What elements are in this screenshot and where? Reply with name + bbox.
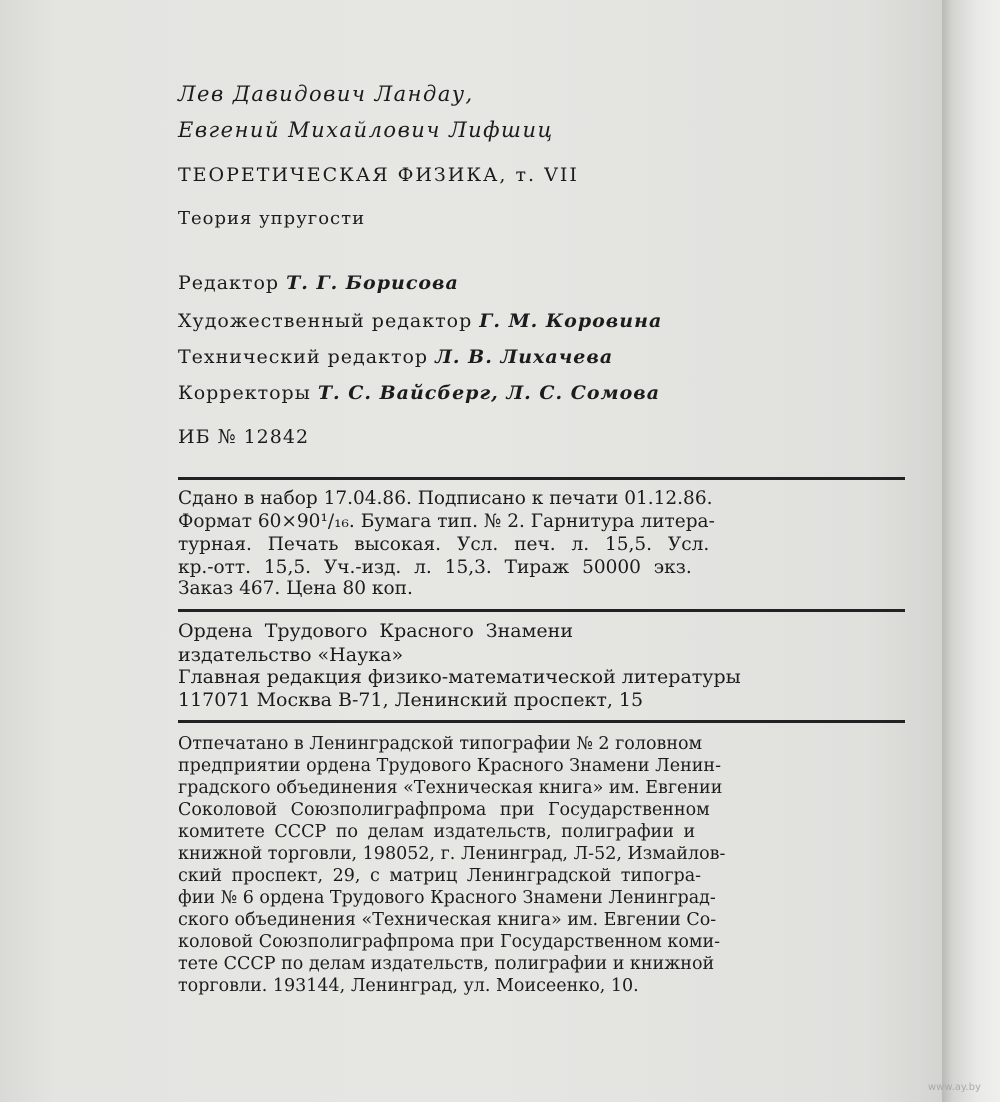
printer-line: торговли. 193144, Ленинград, ул. Моисеенко, 10. bbox=[178, 976, 639, 996]
credit-names: Л. В. Лихачева bbox=[435, 346, 614, 368]
author-2: Евгений Михайлович Лифшиц bbox=[178, 118, 554, 142]
printer-line: комитете СССР по делам издательств, полиграфии и bbox=[178, 822, 696, 842]
print-info-line: Заказ 467. Цена 80 коп. bbox=[178, 578, 413, 599]
publisher-line: Ордена Трудового Красного Знамени bbox=[178, 620, 573, 642]
series-title: ТЕОРЕТИЧЕСКАЯ ФИЗИКА, т. VII bbox=[178, 164, 579, 186]
print-info-line: кр.-отт. 15,5. Уч.-изд. л. 15,3. Тираж 50000 экз. bbox=[178, 557, 692, 578]
credit-art-editor bbox=[178, 312, 662, 331]
credit-role: Редактор bbox=[178, 272, 280, 294]
ib-number: ИБ № 12842 bbox=[178, 426, 310, 448]
print-info-line: Формат 60×90¹/₁₆. Бумага тип. № 2. Гарнитура литера- bbox=[178, 511, 715, 532]
publisher-line: Главная редакция физико-математической литературы bbox=[178, 666, 741, 688]
divider-rule bbox=[178, 720, 905, 723]
printer-line: предприятии ордена Трудового Красного Знамени Ленин- bbox=[178, 756, 721, 776]
credit-role: Технический редактор bbox=[178, 346, 429, 368]
book-title: Теория упругости bbox=[178, 208, 366, 229]
divider-rule bbox=[178, 477, 905, 480]
credit-names: Т. С. Вайсберг, Л. С. Сомова bbox=[317, 382, 661, 404]
printer-line: Отпечатано в Ленинградской типографии № 2 головном bbox=[178, 734, 703, 754]
publisher-line: 117071 Москва В-71, Ленинский проспект, 15 bbox=[178, 689, 644, 711]
credit-role: Корректоры bbox=[178, 382, 311, 404]
printer-line: Соколовой Союзполиграфпрома при Государственном bbox=[178, 800, 710, 820]
printer-line: фии № 6 ордена Трудового Красного Знамени Ленинград- bbox=[178, 888, 716, 908]
publisher-line: издательство «Наука» bbox=[178, 644, 404, 666]
credit-tech-editor bbox=[178, 348, 613, 367]
divider-rule bbox=[178, 609, 905, 612]
printer-line: ский проспект, 29, с матриц Ленинградской типогра- bbox=[178, 866, 702, 886]
print-info-line: турная. Печать высокая. Усл. печ. л. 15,5. Усл. bbox=[178, 534, 710, 555]
credit-proofreaders bbox=[178, 384, 660, 403]
printer-line: тете СССР по делам издательств, полиграфии и книжной bbox=[178, 954, 715, 974]
printer-line: коловой Союзполиграфпрома при Государственном коми- bbox=[178, 932, 721, 952]
credit-role: Художественный редактор bbox=[178, 310, 473, 332]
printer-line: книжной торговли, 198052, г. Ленинград, Л-52, Измайлов- bbox=[178, 844, 726, 864]
printer-line: ского объединения «Техническая книга» им. Евгении Со- bbox=[178, 910, 717, 930]
author-1: Лев Давидович Ландау, bbox=[178, 82, 474, 106]
printer-line: градского объединения «Техническая книга» им. Евгении bbox=[178, 778, 723, 798]
watermark: www.ay.by bbox=[928, 1082, 981, 1093]
credit-names: Т. Г. Борисова bbox=[286, 272, 459, 294]
page-edge bbox=[942, 0, 1000, 1102]
credit-names: Г. М. Коровина bbox=[479, 310, 663, 332]
print-info-line: Сдано в набор 17.04.86. Подписано к печати 01.12.86. bbox=[178, 488, 713, 509]
credit-editor bbox=[178, 274, 459, 293]
